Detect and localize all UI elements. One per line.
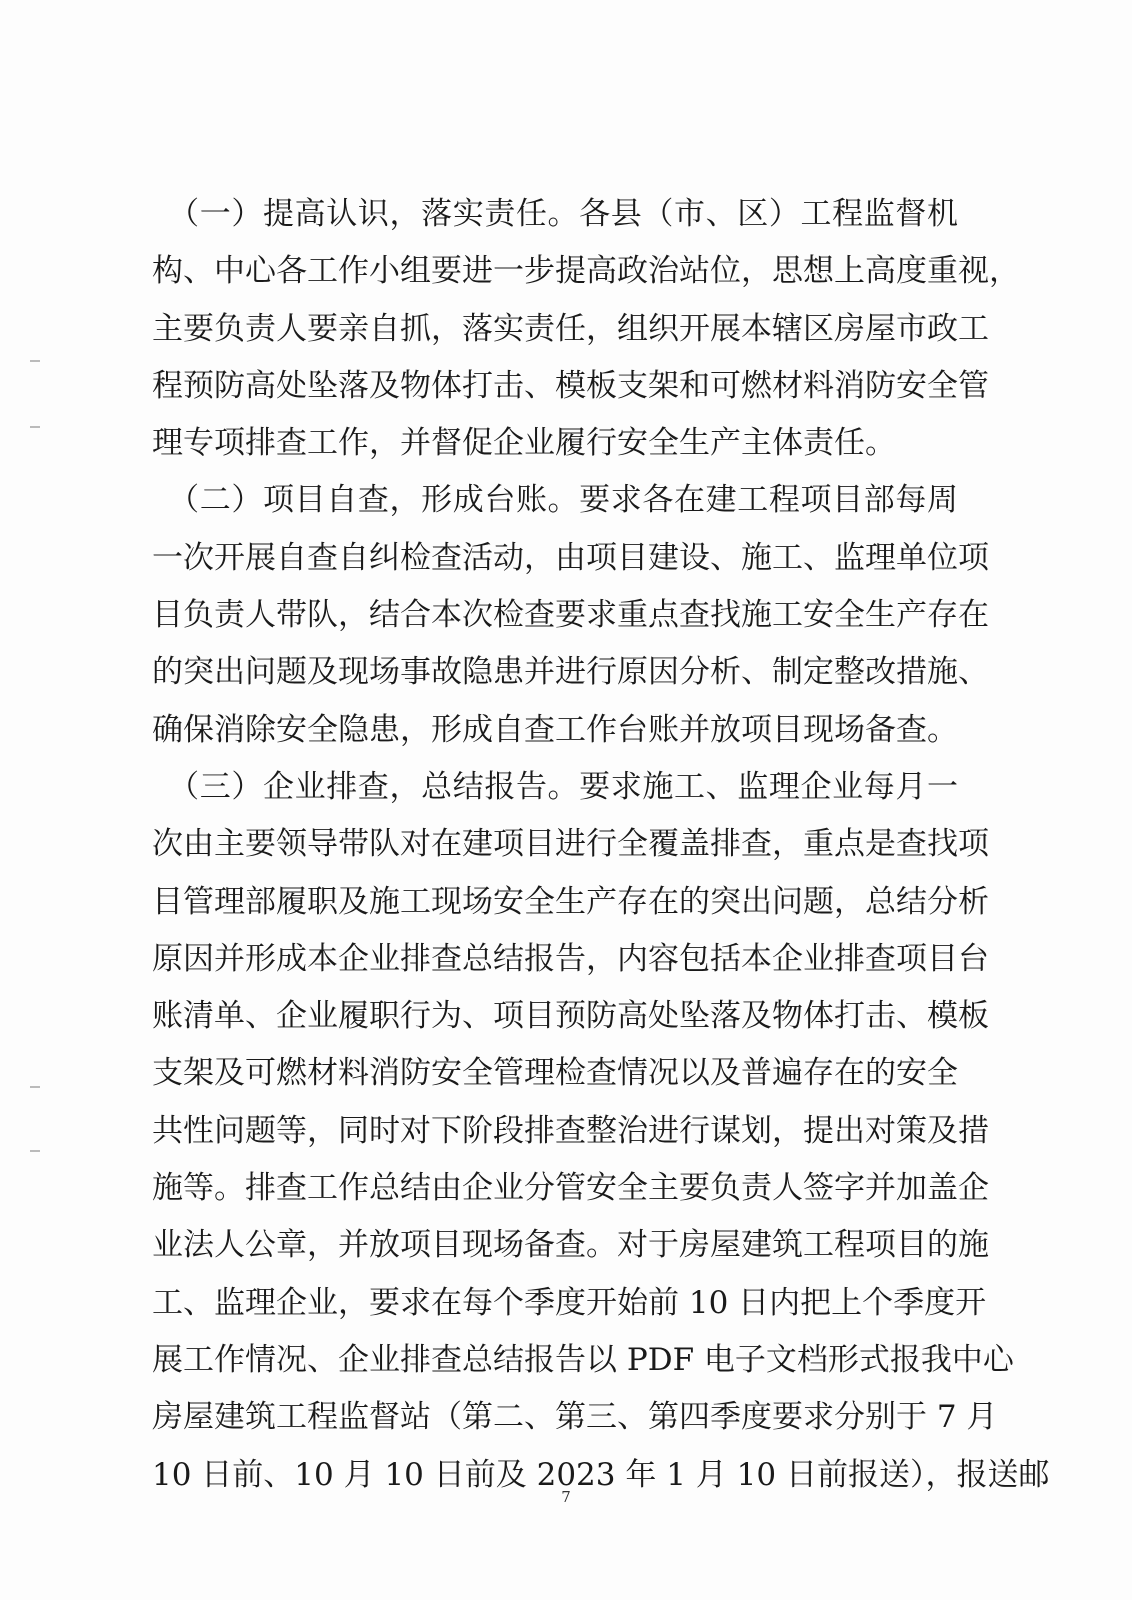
text-line: 的突出问题及现场事故隐患并进行原因分析、制定整改措施、	[152, 654, 989, 691]
text-line: 展工作情况、企业排查总结报告以 PDF 电子文档形式报我中心	[152, 1341, 1014, 1378]
text-line: 一次开展自查自纠检查活动，由项目建设、施工、监理单位项	[152, 539, 989, 576]
page-number: 7	[561, 1488, 571, 1506]
text-line: （二）项目自查，形成台账。要求各在建工程项目部每周	[152, 482, 958, 519]
text-line: 共性问题等，同时对下阶段排查整治进行谋划，提出对策及措	[152, 1112, 989, 1149]
text-line: 次由主要领导带队对在建项目进行全覆盖排查，重点是查找项	[152, 826, 989, 863]
scan-artifact-mark	[30, 360, 40, 362]
text-line: 理专项排查工作，并督促企业履行安全生产主体责任。	[152, 425, 896, 462]
text-line: （一）提高认识，落实责任。各县（市、区）工程监督机	[152, 196, 958, 232]
text-line: 主要负责人要亲自抓，落实责任，组织开展本辖区房屋市政工	[152, 310, 989, 347]
text-line: 确保消除安全隐患，形成自查工作台账并放项目现场备查。	[152, 711, 958, 748]
text-line: 程预防高处坠落及物体打击、模板支架和可燃材料消防安全管	[152, 367, 989, 404]
text-line: 施等。排查工作总结由企业分管安全主要负责人签字并加盖企	[152, 1170, 989, 1207]
text-line: 目负责人带队，结合本次检查要求重点查找施工安全生产存在	[152, 597, 989, 634]
scan-artifact-mark	[30, 426, 40, 428]
text-line: （三）企业排查，总结报告。要求施工、监理企业每月一	[152, 768, 958, 805]
body-text	[152, 186, 1050, 1504]
text-line: 业法人公章，并放项目现场备查。对于房屋建筑工程项目的施	[152, 1227, 989, 1264]
text-line: 原因并形成本企业排查总结报告，内容包括本企业排查项目台	[152, 940, 989, 977]
text-line: 房屋建筑工程监督站（第二、第三、第四季度要求分别于 7 月	[152, 1399, 998, 1436]
text-line: 工、监理企业，要求在每个季度开始前 10 日内把上个季度开	[152, 1284, 987, 1321]
text-line: 构、中心各工作小组要进一步提高政治站位，思想上高度重视，	[152, 253, 1020, 290]
text-line: 目管理部履职及施工现场安全生产存在的突出问题，总结分析	[152, 883, 989, 920]
scan-artifact-mark	[30, 1086, 40, 1088]
scan-artifact-mark	[30, 1150, 40, 1152]
text-line: 支架及可燃材料消防安全管理检查情况以及普遍存在的安全	[152, 1055, 958, 1092]
text-line: 10 日前、10 月 10 日前及 2023 年 1 月 10 日前报送），报送邮	[152, 1456, 1050, 1493]
text-line: 账清单、企业履职行为、项目预防高处坠落及物体打击、模板	[152, 998, 989, 1035]
